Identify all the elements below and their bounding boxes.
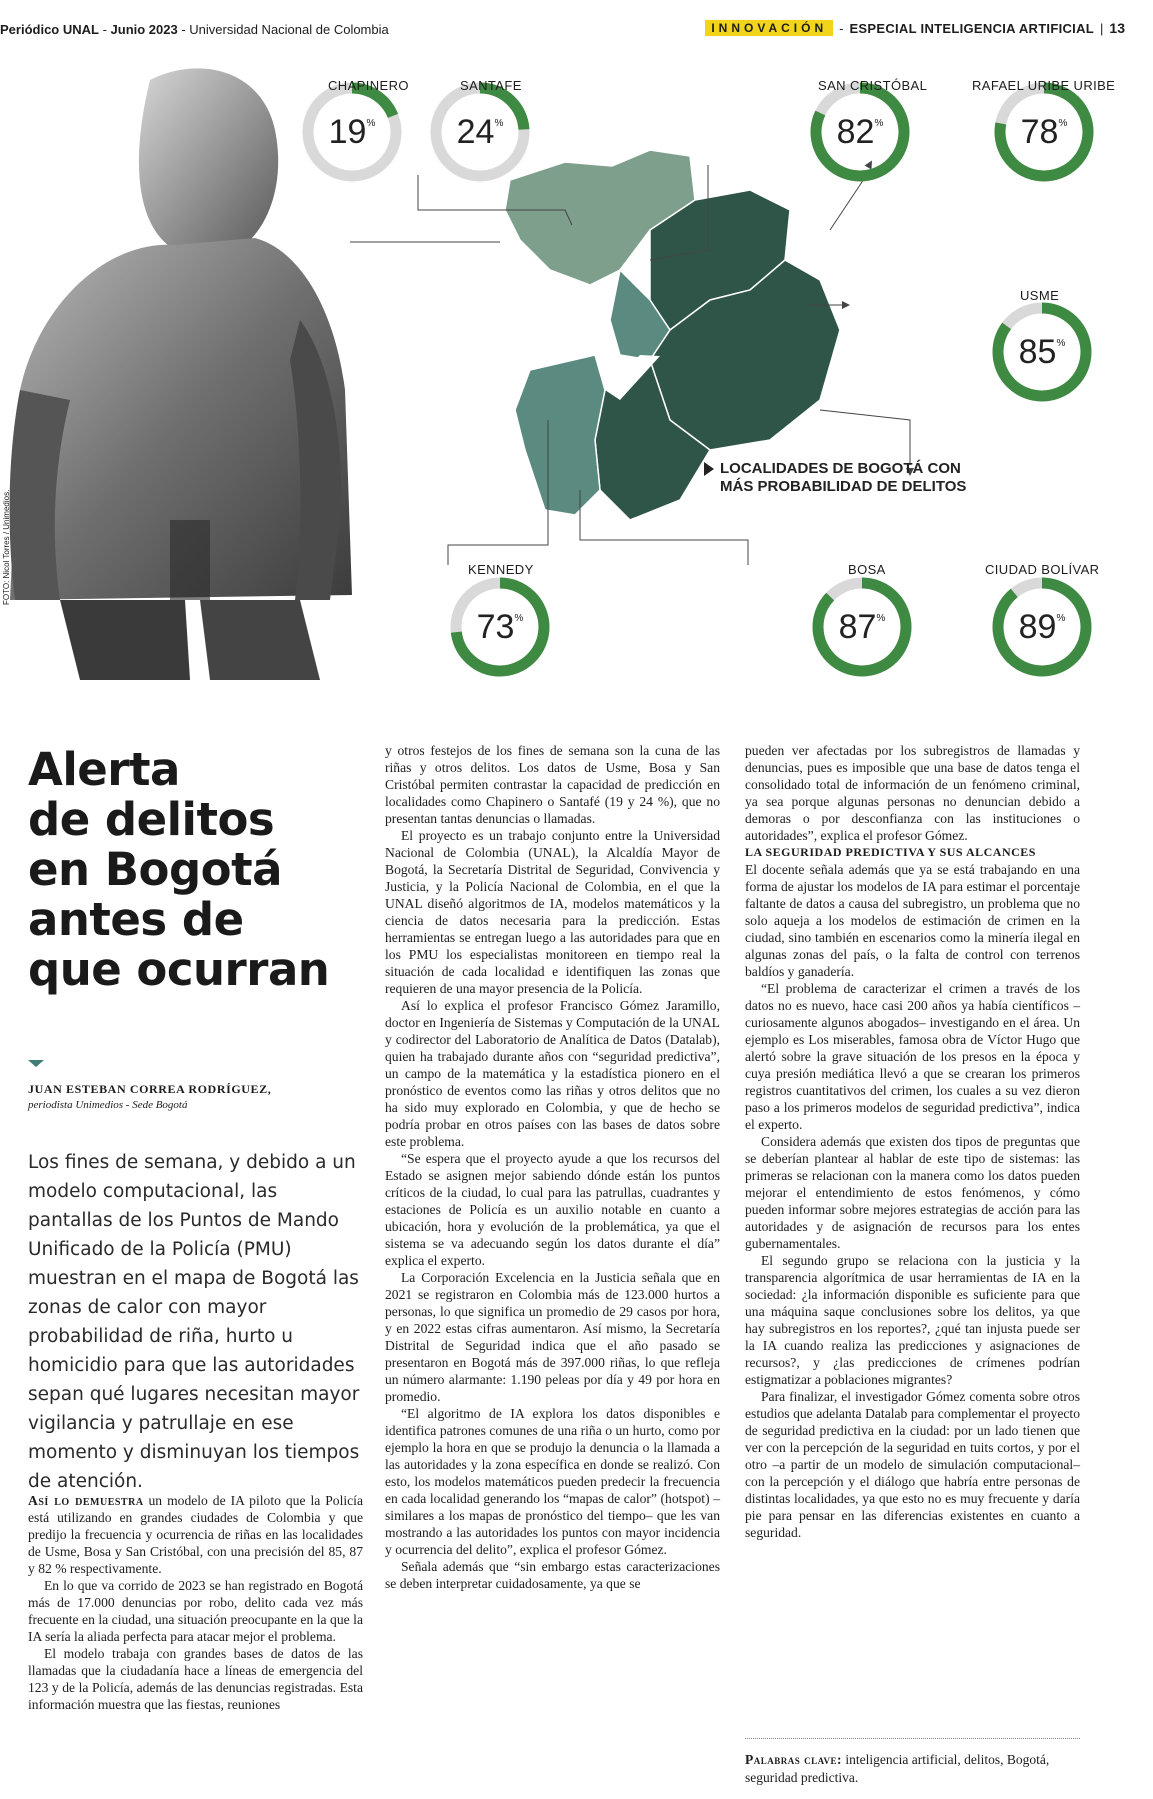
infographic-title-line: LOCALIDADES DE BOGOTÁ CON (720, 460, 961, 477)
headline-line: Alerta (28, 743, 180, 796)
paragraph: Para finalizar, el investigador Gómez comenta sobre otros estudios que adelanta Datalab para complementar el proyecto de seguridad predictiva en la ciudad: por un lado tienen que ver con la percepción de la seguridad en tuits cortos, y por el otro –a partir de un modelo de simulación computacional– con la percepción y el diálogo que habría entre personas de distintas localidades, ya que esto no es muy frecuente y daría pie para pensar en las diferencias existentes en cuanto a seguridad. (745, 1389, 1080, 1540)
donut-number: 82 (836, 112, 875, 151)
percent-sign: % (366, 117, 376, 129)
connector-line (820, 410, 910, 465)
donut-value (992, 80, 1096, 184)
donut-number: 19 (328, 112, 367, 151)
infographic-title-line: MÁS PROBABILIDAD DE DELITOS (720, 478, 967, 495)
publication-name: Periódico UNAL (0, 22, 99, 37)
header-separator: - (177, 22, 190, 37)
donut-number: 89 (1018, 607, 1057, 646)
percent-sign: % (876, 612, 886, 624)
donut-number: 85 (1018, 332, 1057, 371)
paragraph: pueden ver afectadas por los subregistros de llamadas y denuncias, pues es imposible que una base de datos tenga el consolidado total de información de un fenómeno criminal, ya sea porque algunas personas no denuncian debido a demoras o por desconfianza con las instituciones o autoridades”, explica el profesor Gómez. (745, 743, 1080, 843)
donut-value (810, 575, 914, 679)
district-label: SANTAFE (460, 78, 522, 93)
district-donut (300, 80, 404, 184)
keywords-list: inteligencia artificial, delitos, Bogotá, seguridad predictiva. (745, 1752, 1050, 1785)
header-pipe: | (1100, 20, 1104, 36)
district-donut (810, 575, 914, 679)
page-number: 13 (1109, 20, 1125, 36)
percent-sign: % (514, 612, 524, 624)
paragraph: El docente señala además que ya se está trabajando en una forma de ajustar los modelos de IA para estimar el porcentaje faltante de datos a causa del subregistro, un problema que no solo aqueja a los modelos de estimación de crimen en la ciudad, sino también en escenarios como la minería ilegal en algunas zonas del país, o la falta de control con terrenos baldíos y ganadería. (745, 862, 1080, 979)
article-column-1 (28, 1492, 363, 1713)
district-label: CIUDAD BOLÍVAR (985, 562, 1100, 577)
photo-credit: FOTO: Nicol Torres / Unimedios. (2, 489, 11, 605)
paragraph: Señala además que “sin embargo estas caracterizaciones se deben interpretar cuidadosamente, ya que se (385, 1559, 720, 1591)
paragraph (28, 1492, 363, 1577)
connector-line (350, 175, 500, 242)
keywords-box (745, 1738, 1080, 1787)
donut-value (990, 300, 1094, 404)
district-donut (992, 80, 1096, 184)
page-header (0, 14, 1153, 44)
paragraph: “El algoritmo de IA explora los datos disponibles e identifica patrones comunes de una riña o un hurto, como por ejemplo la hora en que se produjo la denuncia o la llamada a las autoridades y la zona específica en donde se realizó. Con esto, los modelos matemáticos pueden predecir la frecuencia en cada localidad generando los “mapas de calor” (hotspot) –similares a los mapas de pronóstico del tiempo– que les van mostrando a las autoridades los puntos con mayor incidencia y ocurrencia del delito”, explica el profesor Gómez. (385, 1406, 720, 1557)
donut-value (990, 575, 1094, 679)
donut-value (300, 80, 404, 184)
headline-line: en Bogotá (28, 843, 282, 896)
headline-line: que ocurran (28, 943, 330, 996)
section-badge: INNOVACIÓN (705, 20, 833, 36)
district-donut (990, 300, 1094, 404)
infographic-title (720, 460, 966, 496)
donut-value (448, 575, 552, 679)
article-headline (28, 745, 358, 995)
district-label: SAN CRISTÓBAL (818, 78, 928, 93)
donut-number: 87 (838, 607, 877, 646)
author-name: JUAN ESTEBAN CORREA RODRÍGUEZ, (28, 1082, 272, 1096)
byline-triangle-icon (28, 1060, 44, 1067)
district-donut (448, 575, 552, 679)
map-region-kennedy-bosa (515, 355, 605, 515)
paragraph-text: un modelo de IA piloto que la Policía está utilizando en grandes ciudades de Colombia y que predijo la frecuencia y ocurrencia de riñas en las localidades de Usme, Bosa y San Cristóbal, con una precisión del 85, 87 y 82 % respectivamente. (28, 1493, 363, 1576)
district-label: KENNEDY (468, 562, 534, 577)
percent-sign: % (1058, 117, 1068, 129)
paragraph: y otros festejos de los fines de semana son la cuna de las riñas y otros delitos. Los datos de Usme, Bosa y San Cristóbal permiten contrastar la capacidad de predicción en localidades como Chapinero o Santafé (19 y 24 %), que no presentan tantas denuncias o llamadas. (385, 743, 720, 826)
paragraph: Así lo explica el profesor Francisco Gómez Jaramillo, doctor en Ingeniería de Sistemas y Computación de la UNAL y codirector del Laboratorio de Analítica de Datos (Datalab), quien ha trabajado durante años con “seguridad predictiva”, un campo de la matemática y la estadística pionero en el pronóstico de eventos como las riñas y otros delitos que no ha sido muy explorado en Colombia, y que de hecho se podría probar en otros países con las bases de datos sobre este problema. (385, 998, 720, 1149)
paragraph: La Corporación Excelencia en la Justicia señala que en 2021 se registraron en Colombia más de 123.000 hurtos a personas, lo que significa un promedio de 29 casos por hora, y en 2022 estas cifras aumentaron. Así mismo, la Secretaría Distrital de Seguridad indica que el año pasado se presentaron en Bogotá más de 397.000 riñas, lo que refleja un número alarmante: 1.190 peleas por día y 49 por hora en promedio. (385, 1270, 720, 1404)
district-label: BOSA (848, 562, 886, 577)
header-left (0, 22, 389, 37)
article-column-3 (745, 742, 1080, 1541)
article-column-2 (385, 742, 720, 1592)
district-donut (808, 80, 912, 184)
percent-sign: % (494, 117, 504, 129)
header-separator: - (98, 22, 111, 37)
header-dash: - (839, 20, 844, 36)
district-label: CHAPINERO (328, 78, 409, 93)
issue-date: Junio 2023 (110, 22, 178, 37)
paragraph: “Se espera que el proyecto ayude a que los recursos del Estado se asignen mejor sabiendo dónde están los puntos críticos de la ciudad, lo cual para las patrullas, cuadrantes y estaciones de Policía es un auxilio notable en cuanto a ubicación, hora y evolución de la problemática, ya que el sistema se va adecuando según los datos durante el día” explica el experto. (385, 1151, 720, 1268)
paragraph: El proyecto es un trabajo conjunto entre la Universidad Nacional de Colombia (UNAL), la Alcaldía Mayor de Bogotá, la Secretaría Distrital de Seguridad, Convivencia y Justicia, y la Policía Nacional de Colombia, en el que la UNAL diseñó algoritmos de IA, modelos matemáticos y la ciencia de datos necesaria para la predicción. Estas herramientas se entregan luego a las autoridades para que en los PMU los especialistas monitoreen en tiempo real la situación de cada localidad e identifiquen las zonas que requieren de una mayor presencia de la Policía. (385, 828, 720, 996)
donut-number: 78 (1020, 112, 1059, 151)
arrow-head (842, 301, 850, 309)
district-label: RAFAEL URIBE URIBE (972, 78, 1116, 93)
percent-sign: % (1056, 612, 1066, 624)
paragraph-lead-in: Así lo demuestra (28, 1493, 144, 1508)
donut-number: 24 (456, 112, 495, 151)
paragraph: El modelo trabaja con grandes bases de datos de las llamadas que la ciudadanía hace a líneas de emergencia del 123 y de la Policía, además de las denuncias registradas. Esta información muestra que las fiestas, reuniones (28, 1646, 363, 1712)
section-subheading: LA SEGURIDAD PREDICTIVA Y SUS ALCANCES (745, 845, 1036, 859)
university-name: Universidad Nacional de Colombia (189, 22, 389, 37)
article-lead: Los fines de semana, y debido a un modelo computacional, las pantallas de los Puntos de Mando Unificado de la Policía (PMU) muestran en el mapa de Bogotá las zonas de calor con mayor probabilidad de riña, hurto u homicidio para que las autoridades sepan qué lugares necesitan mayor vigilancia y patrullaje en ese momento y disminuyan los tiempos de atención. (28, 1152, 360, 1492)
donut-value (428, 80, 532, 184)
district-donut (990, 575, 1094, 679)
title-arrow-icon (704, 462, 714, 476)
donut-number: 73 (476, 607, 515, 646)
paragraph: En lo que va corrido de 2023 se han registrado en Bogotá más de 17.000 denuncias por robo, delito cada vez más frecuente en la ciudad, una situación preocupante en la que la IA sería la aliada perfecta para atacar mejor el problema. (28, 1578, 363, 1644)
author-role: periodista Unimedios - Sede Bogotá (28, 1099, 188, 1111)
paragraph: El segundo grupo se relaciona con la justicia y la transparencia algorítmica de usar herramientas de IA en la sociedad: ¿la información disponible es suficiente para que una máquina saque conclusiones sobre los delitos, ya que hay subregistros en los reportes?, ¿qué tan injusta puede ser la IA cuando realiza las predicciones y asignaciones de recursos?, y ¿las predicciones de crímenes podrían estigmatizar a poblaciones migrantes? (745, 1253, 1080, 1387)
district-donut (428, 80, 532, 184)
headline-line: antes de (28, 893, 244, 946)
paragraph: Considera además que existen dos tipos de preguntas que se deberían plantear al hablar de este tipo de sistemas: las primeras se relacionan con la manera como los datos pueden mejorar el entendimiento de estos fenómenos, y cómo pueden informar sobre mejores estrategias de acción para las autoridades y de asignación de recursos para los entes gubernamentales. (745, 1134, 1080, 1251)
paragraph: “El problema de caracterizar el crimen a través de los datos no es nuevo, hace casi 200 años ya había científicos –curiosamente algunos abogados– investigando en el área. Un ejemplo es Los miserables, famosa obra de Víctor Hugo que alertó sobre la grave situación de los presos en la época y cuya presión mediática llevó a que se crearan los primeros registros cuantitativos del crimen, los cuales a su vez dieron paso a los primeros modelos de seguridad predictiva”, indica el experto. (745, 981, 1080, 1132)
keywords-label: Palabras clave: (745, 1752, 842, 1767)
donut-value (808, 80, 912, 184)
headline-line: de delitos (28, 793, 275, 846)
special-label: ESPECIAL INTELIGENCIA ARTIFICIAL (849, 20, 1095, 36)
district-label: USME (1020, 288, 1060, 303)
percent-sign: % (874, 117, 884, 129)
percent-sign: % (1056, 337, 1066, 349)
header-right (705, 20, 1125, 36)
